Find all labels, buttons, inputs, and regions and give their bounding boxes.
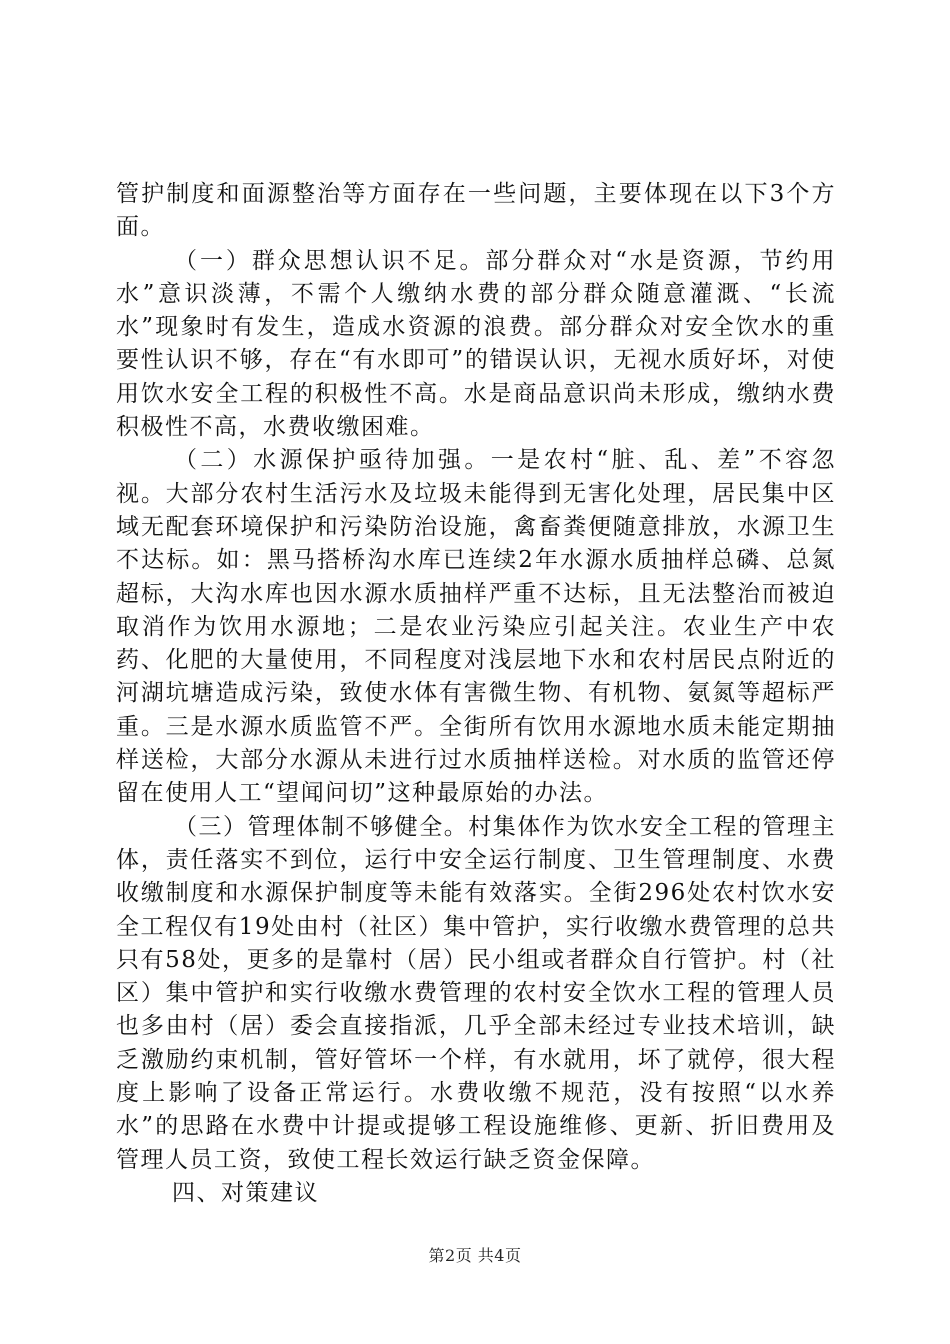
paragraph-section-1: （一）群众思想认识不足。部分群众对“水是资源，节约用水”意识淡薄，不需个人缴纳水费的部分群众随意灌溉、“长流水”现象时有发生，造成水资源的浪费。部分群众对安全饮水的重要性认识不够，存在“有水即可”的错误认识，无视水质好坏，对使用饮水安全工程的积极性不高。水是商品意识尚未形成，缴纳水费积极性不高，水费收缴困难。 xyxy=(116,247,836,441)
page-footer: 第2页 共4页 xyxy=(428,1246,522,1265)
document-body xyxy=(116,178,836,1210)
paragraph-continuation: 管护制度和面源整治等方面存在一些问题，主要体现在以下3个方面。 xyxy=(116,181,836,241)
section-heading: 四、对策建议 xyxy=(172,1179,319,1206)
paragraph-section-2: （二）水源保护亟待加强。一是农村“脏、乱、差”不容忽视。大部分农村生活污水及垃圾未能得到无害化处理，居民集中区域无配套环境保护和污染防治设施，禽畜粪便随意排放，水源卫生不达标。如：黑马搭桥沟水库已连续2年水源水质抽样总磷、总氮超标，大沟水库也因水源水质抽样严重不达标，且无法整治而被迫取消作为饮用水源地；二是农业污染应引起关注。农业生产中农药、化肥的大量使用，不同程度对浅层地下水和农村居民点附近的河湖坑塘造成污染，致使水体有害微生物、有机物、氨氮等超标严重。三是水源水质监管不严。全街所有饮用水源地水质未能定期抽样送检，大部分水源从未进行过水质抽样送检。对水质的监管还停留在使用人工“望闻问切”这种最原始的办法。 xyxy=(116,447,836,807)
paragraph-section-3: （三）管理体制不够健全。村集体作为饮水安全工程的管理主体，责任落实不到位，运行中安全运行制度、卫生管理制度、水费收缴制度和水源保护制度等未能有效落实。全街296处农村饮水安全工程仅有19处由村（社区）集中管护，实行收缴水费管理的总共只有58处，更多的是靠村（居）民小组或者群众自行管护。村（社区）集中管护和实行收缴水费管理的农村安全饮水工程的管理人员也多由村（居）委会直接指派，几乎全部未经过专业技术培训，缺乏激励约束机制，管好管坏一个样，有水就用，坏了就停，很大程度上影响了设备正常运行。水费收缴不规范，没有按照“以水养水”的思路在水费中计提或提够工程设施维修、更新、折旧费用及管理人员工资，致使工程长效运行缺乏资金保障。 xyxy=(116,813,836,1173)
